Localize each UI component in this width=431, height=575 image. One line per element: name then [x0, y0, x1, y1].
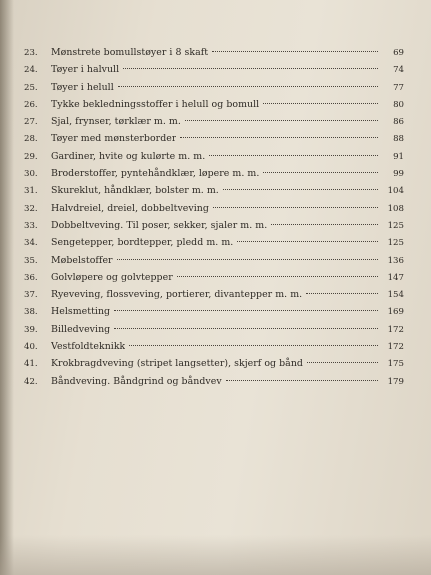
toc-entry — [24, 61, 404, 78]
toc-entry — [24, 96, 404, 113]
toc-entry-title: Broderstoffer, pyntehåndklær, løpere m. m. — [51, 168, 260, 180]
toc-entry-number: 38. — [24, 307, 38, 318]
toc-dot-leader — [117, 259, 378, 260]
toc-entry-title: Tøyer i halvull — [51, 64, 120, 76]
toc-entry-page: 104 — [387, 186, 404, 197]
toc-dot-leader — [307, 362, 378, 363]
toc-entry-number: 28. — [24, 134, 38, 145]
toc-entry-page: 99 — [393, 169, 404, 180]
toc-dot-leader — [223, 189, 378, 190]
toc-entry-number: 40. — [24, 342, 38, 353]
toc-dot-leader — [306, 293, 378, 294]
toc-dot-leader — [263, 103, 378, 104]
toc-dot-leader — [129, 345, 378, 346]
toc-entry-number: 24. — [24, 65, 38, 76]
toc-dot-leader — [237, 241, 378, 242]
toc-entry-page: 125 — [387, 220, 404, 231]
toc-entry-title: Helsmetting — [51, 306, 111, 318]
toc-entry-number: 25. — [24, 82, 38, 93]
toc-dot-leader — [114, 328, 378, 329]
toc-entry-number: 27. — [24, 117, 38, 128]
toc-entry-title: Gardiner, hvite og kulørte m. m. — [51, 150, 206, 162]
toc-entry-title: Krokbragdveving (stripet langsetter), skjerf og bånd — [51, 358, 303, 370]
toc-entry-number: 33. — [24, 220, 38, 231]
toc-entry-page: 147 — [387, 272, 404, 283]
toc-entry — [24, 286, 404, 303]
toc-dot-leader — [180, 137, 378, 138]
toc-entry-title: Sjal, frynser, tørklær m. m. — [51, 116, 181, 128]
toc-entry-title: Båndveving. Båndgrind og båndvev — [51, 375, 222, 387]
toc-entry-page: 179 — [387, 376, 404, 387]
toc-entry-title: Møbelstoffer — [51, 254, 113, 266]
toc-entry-title: Billedveving — [51, 323, 111, 335]
toc-entry-title: Mønstrete bomullstøyer i 8 skaft — [51, 47, 209, 58]
toc-entry-number: 30. — [24, 169, 38, 180]
toc-dot-leader — [185, 120, 378, 121]
toc-entry-title: Halvdreiel, dreiel, dobbeltveving — [51, 202, 209, 214]
toc-entry-page: 136 — [387, 255, 404, 266]
toc-entry-number: 26. — [24, 99, 38, 110]
page-gutter-shadow — [0, 0, 14, 575]
toc-entry — [24, 113, 404, 130]
toc-dot-leader — [263, 172, 378, 173]
toc-entry-page: 172 — [387, 342, 404, 353]
toc-entry-page: 91 — [393, 151, 404, 162]
toc-entry-page: 77 — [393, 82, 404, 93]
toc-entry-title: Golvløpere og golvtepper — [51, 271, 173, 283]
toc-entry-page: 80 — [393, 99, 404, 110]
toc-entry-page: 69 — [393, 48, 404, 58]
toc-dot-leader — [213, 207, 378, 208]
toc-dot-leader — [177, 276, 378, 277]
toc-entry-number: 34. — [24, 238, 38, 249]
toc-entry — [24, 79, 404, 96]
toc-dot-leader — [209, 155, 378, 156]
toc-entry-page: 125 — [387, 238, 404, 249]
toc-entry — [24, 217, 404, 234]
toc-entry — [24, 44, 404, 61]
toc-entry-title: Sengetepper, bordtepper, pledd m. m. — [51, 237, 234, 249]
toc-entry — [24, 269, 404, 286]
toc-entry-title: Ryeveving, flossveving, portierer, divantepper m. m. — [51, 289, 303, 301]
toc-entry — [24, 373, 404, 390]
toc-dot-leader — [123, 68, 378, 69]
toc-entry-number: 31. — [24, 186, 38, 197]
toc-entry-number: 35. — [24, 255, 38, 266]
toc-entry — [24, 321, 404, 338]
toc-entry — [24, 130, 404, 147]
page-bottom-shadow — [0, 535, 431, 575]
toc-entry-page: 154 — [387, 290, 404, 301]
toc-entry-number: 42. — [24, 376, 38, 387]
toc-entry-title: Tøyer i helull — [51, 81, 114, 93]
toc-entry-number: 39. — [24, 324, 38, 335]
toc-entry-page: 88 — [393, 134, 404, 145]
toc-entry-page: 169 — [387, 307, 404, 318]
toc-entry — [24, 234, 404, 251]
toc-entry-page: 86 — [393, 117, 404, 128]
toc-entry — [24, 165, 404, 182]
table-of-contents — [24, 44, 404, 390]
toc-dot-leader — [226, 380, 378, 381]
toc-entry-number: 23. — [24, 48, 38, 58]
toc-entry-title: Tykke bekledningsstoffer i helull og bomull — [51, 98, 260, 110]
toc-entry-number: 29. — [24, 151, 38, 162]
toc-entry-title: Tøyer med mønsterborder — [51, 133, 177, 145]
toc-entry-page: 74 — [393, 65, 404, 76]
toc-entry-page: 172 — [387, 324, 404, 335]
toc-dot-leader — [118, 86, 378, 87]
toc-entry-page: 175 — [387, 359, 404, 370]
toc-dot-leader — [271, 224, 378, 225]
toc-entry — [24, 303, 404, 320]
toc-entry-number: 41. — [24, 359, 38, 370]
toc-entry — [24, 182, 404, 199]
toc-entry-number: 32. — [24, 203, 38, 214]
toc-entry-title: Dobbeltveving. Til poser, sekker, sjaler m. m. — [51, 219, 268, 231]
toc-entry-title: Skureklut, håndklær, bolster m. m. — [51, 185, 219, 197]
toc-dot-leader — [114, 310, 378, 311]
toc-entry-page: 108 — [387, 203, 404, 214]
toc-entry-number: 37. — [24, 290, 38, 301]
toc-entry — [24, 252, 404, 269]
toc-entry-title: Vestfoldteknikk — [51, 341, 126, 353]
toc-dot-leader — [212, 51, 378, 52]
toc-entry-number: 36. — [24, 272, 38, 283]
toc-entry — [24, 148, 404, 165]
toc-entry — [24, 355, 404, 372]
toc-entry — [24, 200, 404, 217]
toc-entry — [24, 338, 404, 355]
